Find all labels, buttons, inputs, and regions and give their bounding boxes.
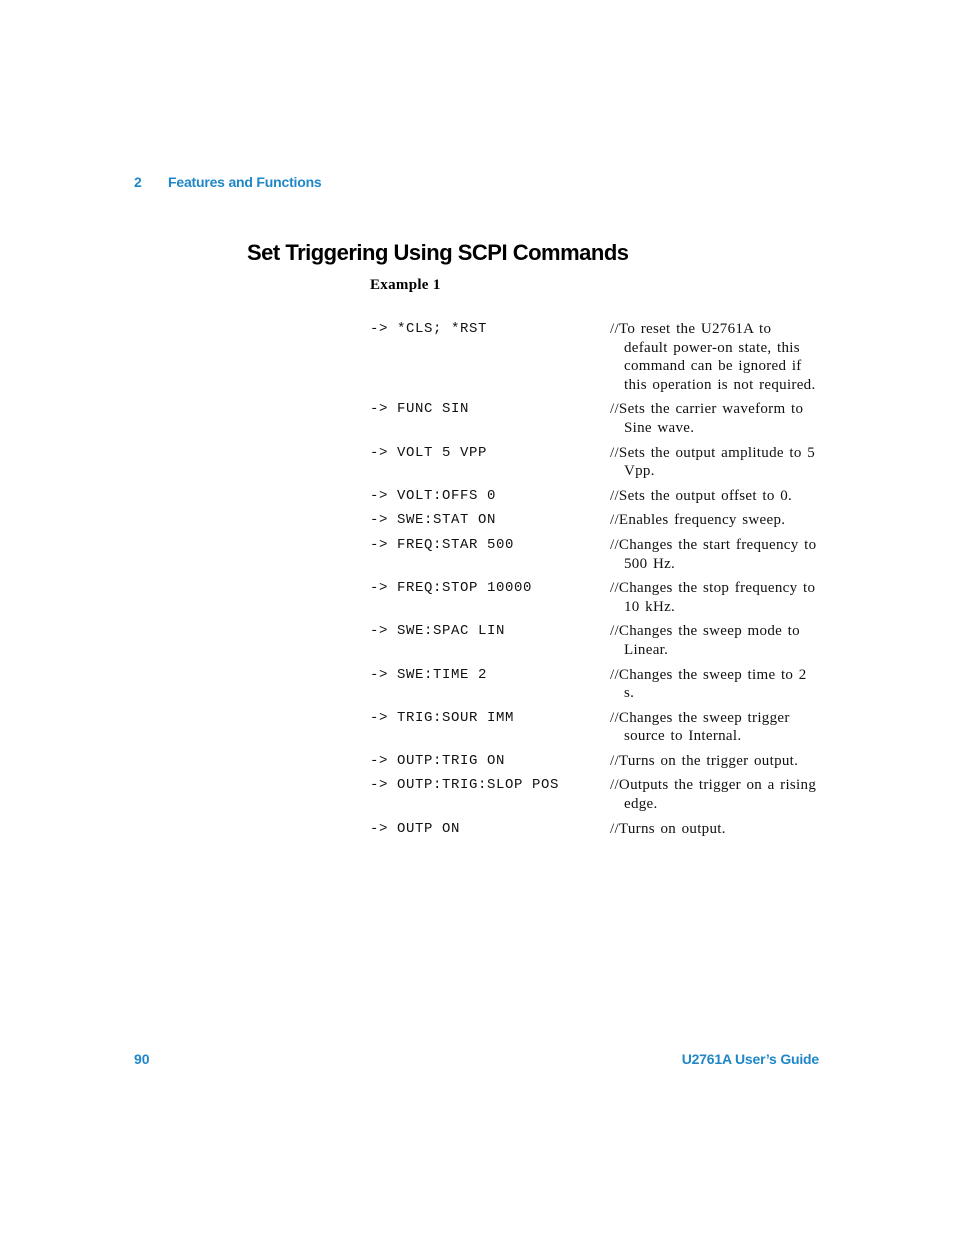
command-code: -> *CLS; *RST bbox=[370, 321, 488, 337]
command-code: -> SWE:SPAC LIN bbox=[370, 623, 506, 640]
command-code: -> FREQ:STAR 500 bbox=[370, 536, 515, 553]
command-comment: //Changes the sweep time to 2 s. bbox=[610, 666, 807, 702]
command-code: -> SWE:TIME 2 bbox=[370, 666, 488, 683]
command-comment: //Sets the output offset to 0. bbox=[610, 487, 793, 504]
command-code: -> OUTP:TRIG:SLOP POS bbox=[370, 777, 560, 794]
command-comment: //Turns on output. bbox=[610, 820, 726, 837]
command-comment: //To reset the U2761A to default power-on state, this command can be ignored if this operation is not required. bbox=[610, 321, 816, 393]
command-comment: //Changes the start frequency to 500 Hz. bbox=[610, 536, 817, 572]
command-row bbox=[370, 666, 820, 703]
command-code: -> OUTP ON bbox=[370, 820, 461, 837]
command-comment: //Enables frequency sweep. bbox=[610, 512, 786, 529]
command-code: -> TRIG:SOUR IMM bbox=[370, 709, 515, 726]
command-code: -> FREQ:STOP 10000 bbox=[370, 580, 533, 597]
running-header bbox=[134, 174, 322, 190]
command-row bbox=[370, 400, 820, 437]
command-comment: //Changes the sweep mode to Linear. bbox=[610, 623, 800, 658]
command-comment: //Outputs the trigger on a rising edge. bbox=[610, 777, 817, 813]
command-row bbox=[370, 511, 820, 530]
command-code: -> FUNC SIN bbox=[370, 401, 470, 418]
footer-guide-title: U2761A User’s Guide bbox=[681, 1051, 819, 1067]
command-comment: //Sets the output amplitude to 5 Vpp. bbox=[610, 444, 816, 480]
command-row bbox=[370, 752, 820, 771]
section-title: Set Triggering Using SCPI Commands bbox=[247, 240, 629, 265]
command-row bbox=[370, 444, 820, 481]
command-code: -> SWE:STAT ON bbox=[370, 512, 497, 529]
chapter-number: 2 bbox=[134, 174, 142, 190]
command-table bbox=[370, 320, 820, 844]
command-row bbox=[370, 536, 820, 573]
command-code: -> VOLT 5 VPP bbox=[370, 444, 488, 461]
chapter-title: Features and Functions bbox=[168, 174, 322, 190]
command-comment: //Sets the carrier waveform to Sine wave. bbox=[610, 401, 804, 436]
command-row bbox=[370, 622, 820, 659]
command-row bbox=[370, 320, 820, 394]
command-row bbox=[370, 820, 820, 839]
command-row bbox=[370, 776, 820, 813]
command-row bbox=[370, 487, 820, 506]
command-code: -> OUTP:TRIG ON bbox=[370, 752, 506, 769]
command-comment: //Changes the stop frequency to 10 kHz. bbox=[610, 580, 816, 615]
example-label: Example 1 bbox=[370, 277, 441, 293]
command-comment: //Turns on the trigger output. bbox=[610, 752, 799, 769]
command-row bbox=[370, 709, 820, 746]
footer-page-number: 90 bbox=[134, 1051, 150, 1067]
command-comment: //Changes the sweep trigger source to Internal. bbox=[610, 709, 790, 745]
command-row bbox=[370, 579, 820, 616]
command-code: -> VOLT:OFFS 0 bbox=[370, 487, 497, 504]
